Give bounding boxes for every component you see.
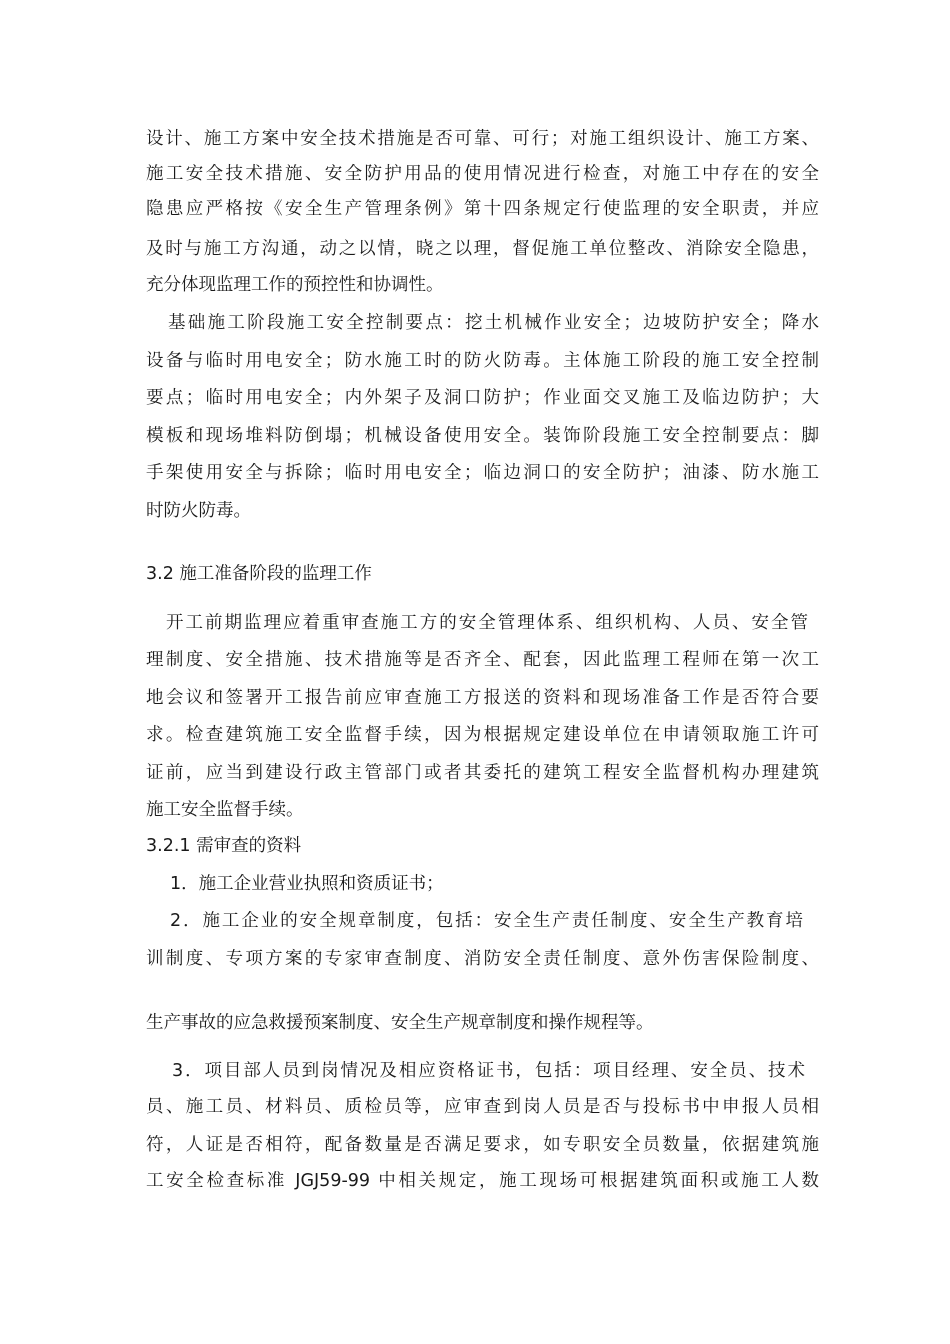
paragraph-line: 基础施工阶段施工安全控制要点：挖土机械作业安全；边坡防护安全；降水 — [168, 313, 819, 333]
list-item: 2．施工企业的安全规章制度，包括：安全生产责任制度、安全生产教育培 — [170, 911, 803, 931]
paragraph-line: 充分体现监理工作的预控性和协调性。 — [146, 275, 444, 295]
list-item: 员、施工员、材料员、质检员等，应审查到岗人员是否与投标书中申报人员相 — [146, 1097, 819, 1117]
list-item: 训制度、专项方案的专家审查制度、消防安全责任制度、意外伤害保险制度、 — [146, 949, 819, 969]
paragraph-line: 求。检查建筑施工安全监督手续，因为根据规定建设单位在申请领取施工许可 — [146, 725, 819, 745]
paragraph-line: 施工安全技术措施、安全防护用品的使用情况进行检查，对施工中存在的安全 — [146, 164, 819, 184]
paragraph-line: 证前，应当到建设行政主管部门或者其委托的建筑工程安全监督机构办理建筑 — [146, 763, 819, 783]
paragraph-line: 地会议和签署开工报告前应审查施工方报送的资料和现场准备工作是否符合要 — [146, 688, 819, 708]
paragraph-line: 模板和现场堆料防倒塌；机械设备使用安全。装饰阶段施工安全控制要点：脚 — [146, 426, 819, 446]
paragraph-line: 施工安全监督手续。 — [146, 800, 304, 820]
section-heading: 3.2 施工准备阶段的监理工作 — [146, 564, 372, 584]
list-item: 工安全检查标准 JGJ59-99 中相关规定，施工现场可根据建筑面积或施工人数 — [146, 1171, 819, 1191]
paragraph-line: 手架使用安全与拆除；临时用电安全；临边洞口的安全防护；油漆、防水施工 — [146, 463, 819, 483]
list-item: 符，人证是否相符，配备数量是否满足要求，如专职安全员数量，依据建筑施 — [146, 1135, 819, 1155]
paragraph-line: 设备与临时用电安全；防水施工时的防火防毒。主体施工阶段的施工安全控制 — [146, 351, 819, 371]
subsection-heading: 3.2.1 需审查的资料 — [146, 836, 302, 856]
list-item: 生产事故的应急救援预案制度、安全生产规章制度和操作规程等。 — [146, 1013, 654, 1033]
list-item: 1．施工企业营业执照和资质证书； — [170, 874, 444, 894]
paragraph-line: 隐患应严格按《安全生产管理条例》第十四条规定行使监理的安全职责，并应 — [146, 199, 819, 219]
list-item: 3．项目部人员到岗情况及相应资格证书，包括：项目经理、安全员、技术 — [172, 1061, 805, 1081]
paragraph-line: 设计、施工方案中安全技术措施是否可靠、可行；对施工组织设计、施工方案、 — [146, 129, 819, 149]
paragraph-line: 要点；临时用电安全；内外架子及洞口防护；作业面交叉施工及临边防护；大 — [146, 388, 819, 408]
paragraph-line: 时防火防毒。 — [146, 501, 251, 521]
paragraph-line: 理制度、安全措施、技术措施等是否齐全、配套，因此监理工程师在第一次工 — [146, 650, 819, 670]
paragraph-line: 及时与施工方沟通，动之以情，晓之以理，督促施工单位整改、消除安全隐患， — [146, 239, 819, 259]
paragraph-line: 开工前期监理应着重审查施工方的安全管理体系、组织机构、人员、安全管 — [166, 613, 808, 633]
